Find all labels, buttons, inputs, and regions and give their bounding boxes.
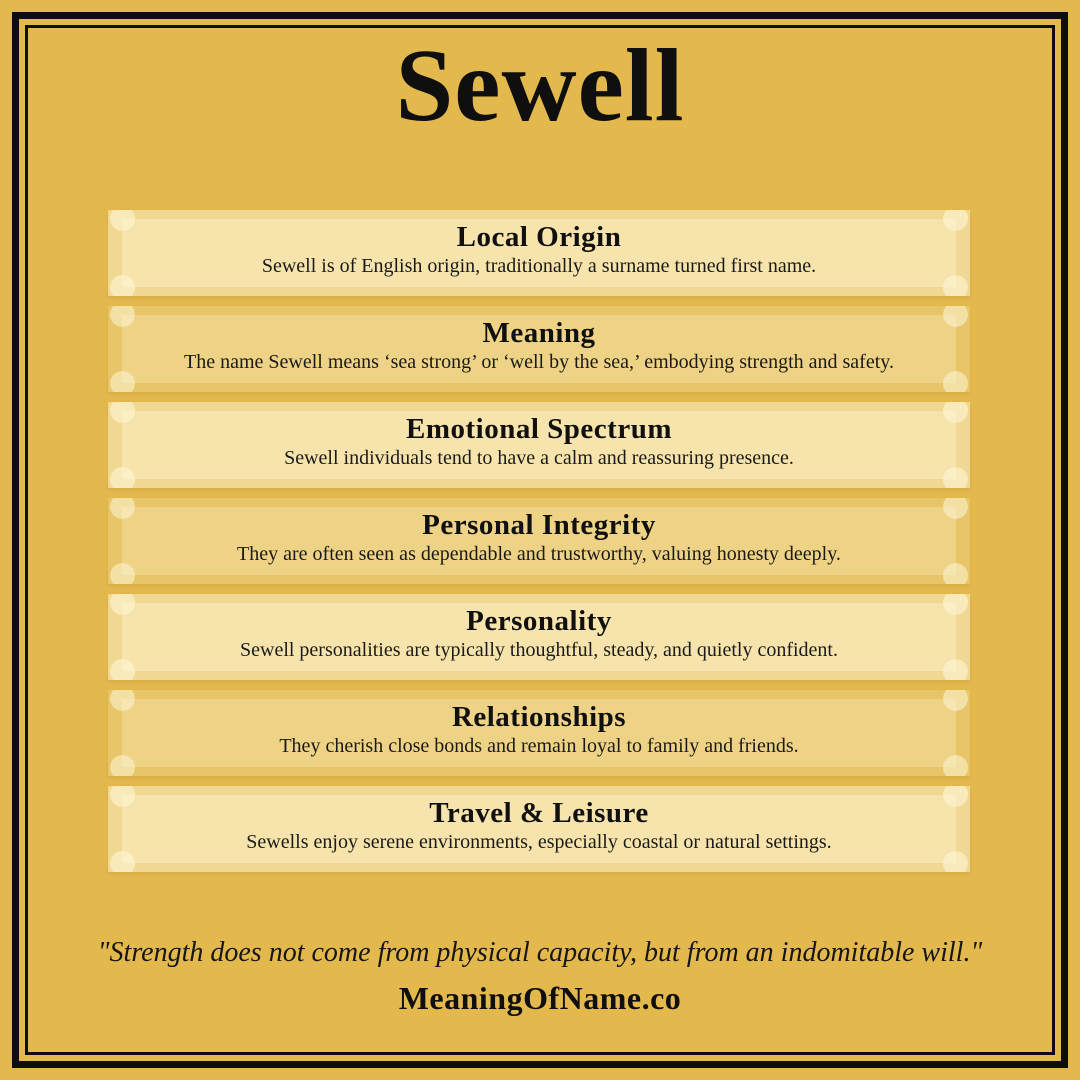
section-body: Sewells enjoy serene environments, especially coastal or natural settings.: [246, 831, 832, 853]
sections-list: [108, 210, 970, 882]
section-body: They are often seen as dependable and trustworthy, valuing honesty deeply.: [237, 543, 841, 565]
section-body: Sewell personalities are typically thoughtful, steady, and quietly confident.: [240, 639, 838, 661]
section-heading: Travel & Leisure: [429, 797, 649, 829]
section-heading: Personality: [466, 605, 612, 637]
section-card-relationships: [108, 690, 970, 776]
section-card-local-origin: [108, 210, 970, 296]
section-heading: Relationships: [451, 701, 627, 733]
section-body: Sewell individuals tend to have a calm and reassuring presence.: [284, 447, 794, 469]
section-card-travel-leisure: [108, 786, 970, 872]
section-body: Sewell is of English origin, traditionally a surname turned first name.: [261, 255, 817, 277]
section-body: The name Sewell means ‘sea strong’ or ‘well by the sea,’ embodying strength and safety.: [184, 351, 894, 373]
quote-text: "Strength does not come from physical capacity, but from an indomitable will.": [97, 937, 983, 968]
section-heading: Meaning: [482, 317, 596, 349]
section-card-meaning: [108, 306, 970, 392]
section-card-personal-integrity: [108, 498, 970, 584]
brand-name: MeaningOfName.co: [398, 980, 682, 1016]
section-card-emotional-spectrum: [108, 402, 970, 488]
section-body: They cherish close bonds and remain loyal to family and friends.: [279, 735, 799, 757]
section-heading: Personal Integrity: [422, 509, 656, 541]
section-card-personality: [108, 594, 970, 680]
section-heading: Local Origin: [456, 221, 622, 253]
page-title: Sewell: [395, 28, 685, 143]
section-heading: Emotional Spectrum: [406, 413, 672, 445]
